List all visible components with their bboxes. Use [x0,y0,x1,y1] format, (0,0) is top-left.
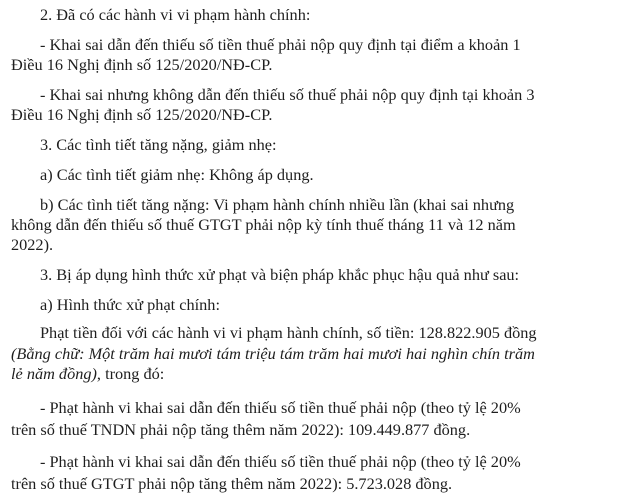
aggravating-circumstances-line-2: không dẫn đến thiếu số thuế GTGT phải nộp kỳ tính thuế tháng 11 và 12 năm [11,215,516,234]
violation-item-2-line-2: Điều 16 Nghị định số 125/2020/NĐ-CP. [11,105,273,124]
penalty-item-1-line-2: trên số thuế TNDN phải nộp tăng thêm năm 2022): 109.449.877 đồng. [11,420,471,439]
mitigating-circumstances: a) Các tình tiết giảm nhẹ: Không áp dụng. [40,165,314,184]
section-heading-violations: 2. Đã có các hành vi vi phạm hành chính: [40,5,311,24]
violation-item-2-line-1: - Khai sai nhưng không dẫn đến thiếu số thuế phải nộp quy định tại khoản 3 [40,85,535,104]
penalty-item-1-line-1: - Phạt hành vi khai sai dẫn đến thiếu số tiền thuế phải nộp (theo tỷ lệ 20% [40,398,521,417]
aggravating-circumstances-line-3: 2022). [11,235,54,254]
aggravating-circumstances-line-1: b) Các tình tiết tăng nặng: Vi phạm hành chính nhiều lần (khai sai nhưng [40,195,515,214]
amount-in-words-line-2 [11,364,164,384]
fine-amount-line: Phạt tiền đối với các hành vi vi phạm hành chính, số tiền: 128.822.905 đồng [40,323,537,342]
violation-item-1-line-1: - Khai sai dẫn đến thiếu số tiền thuế phải nộp quy định tại điểm a khoản 1 [40,35,521,54]
amount-in-words-suffix: , trong đó: [96,364,165,383]
penalty-item-2-line-1: - Phạt hành vi khai sai dẫn đến thiếu số tiền thuế phải nộp (theo tỷ lệ 20% [40,452,521,471]
amount-in-words-end: lẻ năm đồng) [11,364,97,383]
violation-item-1-line-2: Điều 16 Nghị định số 125/2020/NĐ-CP. [11,55,273,74]
section-heading-penalties: 3. Bị áp dụng hình thức xử phạt và biện pháp khắc phục hậu quả như sau: [40,265,520,284]
main-penalty-heading: a) Hình thức xử phạt chính: [40,295,220,314]
amount-in-words-line-1: (Bằng chữ: Một trăm hai mươi tám triệu tám trăm hai mươi hai nghìn chín trăm [11,344,535,363]
penalty-item-2-line-2: trên số thuế GTGT phải nộp tăng thêm năm 2022): 5.723.028 đồng. [11,474,453,493]
section-heading-circumstances: 3. Các tình tiết tăng nặng, giảm nhẹ: [40,135,277,154]
